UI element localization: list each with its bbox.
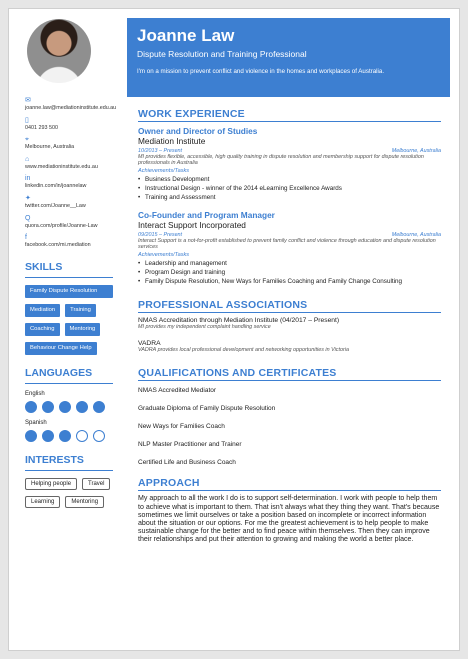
job-dates: 09/2015 – Present <box>138 231 183 238</box>
interests-heading: INTERESTS <box>25 453 84 466</box>
job-entry <box>138 126 441 202</box>
main-content <box>138 99 441 545</box>
association-description: MI provides my independent complaint handling service <box>138 324 271 331</box>
skill-chip: Coaching <box>25 323 60 336</box>
contact-item <box>25 215 125 230</box>
task-item: • Leadership and management <box>138 260 441 267</box>
person-title: Dispute Resolution and Training Professional <box>137 49 307 59</box>
sidebar <box>9 9 125 650</box>
level-dot-filled <box>25 430 37 442</box>
qualification-item: Certified Life and Business Coach <box>138 459 236 467</box>
interest-tag: Learning <box>25 496 60 508</box>
skills-list <box>25 285 117 355</box>
avatar <box>27 19 91 83</box>
level-dot-filled <box>93 401 105 413</box>
achievements-label: Achievements/Tasks <box>138 167 190 174</box>
interest-tag: Travel <box>82 478 110 490</box>
language-level <box>25 430 125 442</box>
languages-heading: LANGUAGES <box>25 366 93 379</box>
contact-item <box>25 156 125 171</box>
level-dot-filled <box>42 401 54 413</box>
web-icon: ⌂ <box>25 155 30 163</box>
qualification-item: Graduate Diploma of Family Dispute Resolution <box>138 405 276 413</box>
language-level <box>25 401 125 413</box>
person-tagline: I'm on a mission to prevent conflict and violence in the homes and workplaces of Australia. <box>137 68 385 75</box>
skill-chip: Mentoring <box>65 323 101 336</box>
divider <box>138 121 441 122</box>
phone-icon: ▯ <box>25 116 29 124</box>
job-org: Interact Support Incorporated <box>138 219 246 230</box>
person-name: Joanne Law <box>137 26 235 45</box>
contact-item <box>25 136 125 151</box>
work-heading: WORK EXPERIENCE <box>138 108 245 120</box>
skill-chip: Mediation <box>25 304 60 317</box>
job-title: Owner and Director of Studies <box>138 126 258 136</box>
association-description: VADRA provides local professional development and networking opportunities in Victoria <box>138 347 349 354</box>
achievements-label: Achievements/Tasks <box>138 251 190 258</box>
contact-website[interactable]: www.mediationinstitute.edu.au <box>25 163 98 170</box>
task-list <box>138 176 441 202</box>
facebook-icon: f <box>25 234 27 242</box>
contact-phone[interactable]: 0401 293 500 <box>25 124 58 131</box>
level-dot-filled <box>42 430 54 442</box>
level-dot-empty <box>76 430 88 442</box>
job-description: MI provides flexible, accessible, high quality training in dispute resolution and membership support for dispute resolution professionals in Australia <box>138 154 424 167</box>
interest-tag: Mentoring <box>65 496 104 508</box>
email-icon: ✉ <box>25 97 31 104</box>
contact-item <box>25 117 125 132</box>
qualification-item: NLP Master Practitioner and Trainer <box>138 441 242 449</box>
association-org: NMAS Accreditation through Mediation Institute (04/2017 – Present) <box>138 317 340 325</box>
skills-heading: SKILLS <box>25 260 63 273</box>
job-location: Melbourne, Australia <box>391 148 441 154</box>
divider <box>138 380 441 381</box>
task-item: • Training and Assessment <box>138 194 441 201</box>
divider <box>138 312 441 313</box>
header-banner <box>127 18 450 97</box>
task-list <box>138 260 441 286</box>
level-dot-filled <box>25 401 37 413</box>
job-dates: 10/2013 – Present <box>138 148 183 154</box>
linkedin-icon: in <box>25 175 31 183</box>
level-dot-empty <box>93 430 105 442</box>
contact-facebook[interactable]: facebook.com/mi.mediation <box>25 242 91 249</box>
job-org: Mediation Institute <box>138 136 206 146</box>
approach-text: My approach to all the work I do is to support self-determination. I work with people to help them to achieve what is important to them. That isn't always what they thing they want. That's because sometimes we limit ourselves or take a position based on incomplete or incorrect information about the situation or our options. For me the greatest achievement is to help people to make sustainable change for the better and to find peace within themselves. Then they can improve their relationships and put their attention to growing and making the world a better place. <box>138 495 440 544</box>
contact-item <box>25 234 125 249</box>
task-item: • Business Development <box>138 176 441 183</box>
interests-list <box>25 478 117 508</box>
job-location: Melbourne, Australia <box>391 231 441 238</box>
contact-item <box>25 195 125 210</box>
level-dot-filled <box>76 401 88 413</box>
job-description: Interact Support is a not-for-profit established to prevent family conflict and violence through education and dispute resolution services <box>138 237 436 251</box>
approach-heading: APPROACH <box>138 477 200 490</box>
divider <box>138 490 441 491</box>
contact-item <box>25 175 125 190</box>
qualifications-heading: QUALIFICATIONS AND CERTIFICATES <box>138 367 337 380</box>
task-item: • Program Design and training <box>138 269 441 276</box>
contact-location: Melbourne, Australia <box>25 144 75 151</box>
divider <box>25 470 113 471</box>
contact-email[interactable]: joanne.law@mediationinstitute.edu.au <box>25 105 117 111</box>
divider <box>25 383 113 384</box>
interest-tag: Helping people <box>25 478 77 490</box>
language-name: English <box>25 390 45 397</box>
task-item: • Family Dispute Resolution, New Ways for Families Coaching and Family Change Consulting <box>138 278 441 285</box>
qualification-item: New Ways for Families Coach <box>138 423 225 431</box>
job-title: Co-Founder and Program Manager <box>138 209 275 220</box>
contact-list <box>25 97 125 249</box>
skill-chip: Training <box>65 304 96 317</box>
divider <box>25 277 113 278</box>
contact-item <box>25 97 125 112</box>
job-entry <box>138 210 441 286</box>
task-item: • Instructional Design - winner of the 2014 eLearning Excellence Awards <box>138 185 441 192</box>
associations-heading: PROFESSIONAL ASSOCIATIONS <box>138 299 308 312</box>
skill-chip: Behaviour Change Help <box>25 342 97 355</box>
level-dot-filled <box>59 401 71 413</box>
skill-chip: Family Dispute Resolution <box>25 285 113 298</box>
level-dot-filled <box>59 430 71 442</box>
twitter-icon: ✦ <box>25 194 31 202</box>
contact-quora[interactable]: quora.com/profile/Joanne-Law <box>25 222 98 229</box>
association-org: VADRA <box>138 340 161 348</box>
language-name: Spanish <box>25 419 47 426</box>
quora-icon: Q <box>25 214 31 222</box>
contact-twitter[interactable]: twitter.com/Joanne__Law <box>25 202 86 209</box>
location-icon: ⌖ <box>25 136 29 144</box>
contact-linkedin[interactable]: linkedin.com/in/joannelaw <box>25 183 87 190</box>
resume-page <box>8 8 460 651</box>
qualification-item: NMAS Accredited Mediator <box>138 387 217 395</box>
